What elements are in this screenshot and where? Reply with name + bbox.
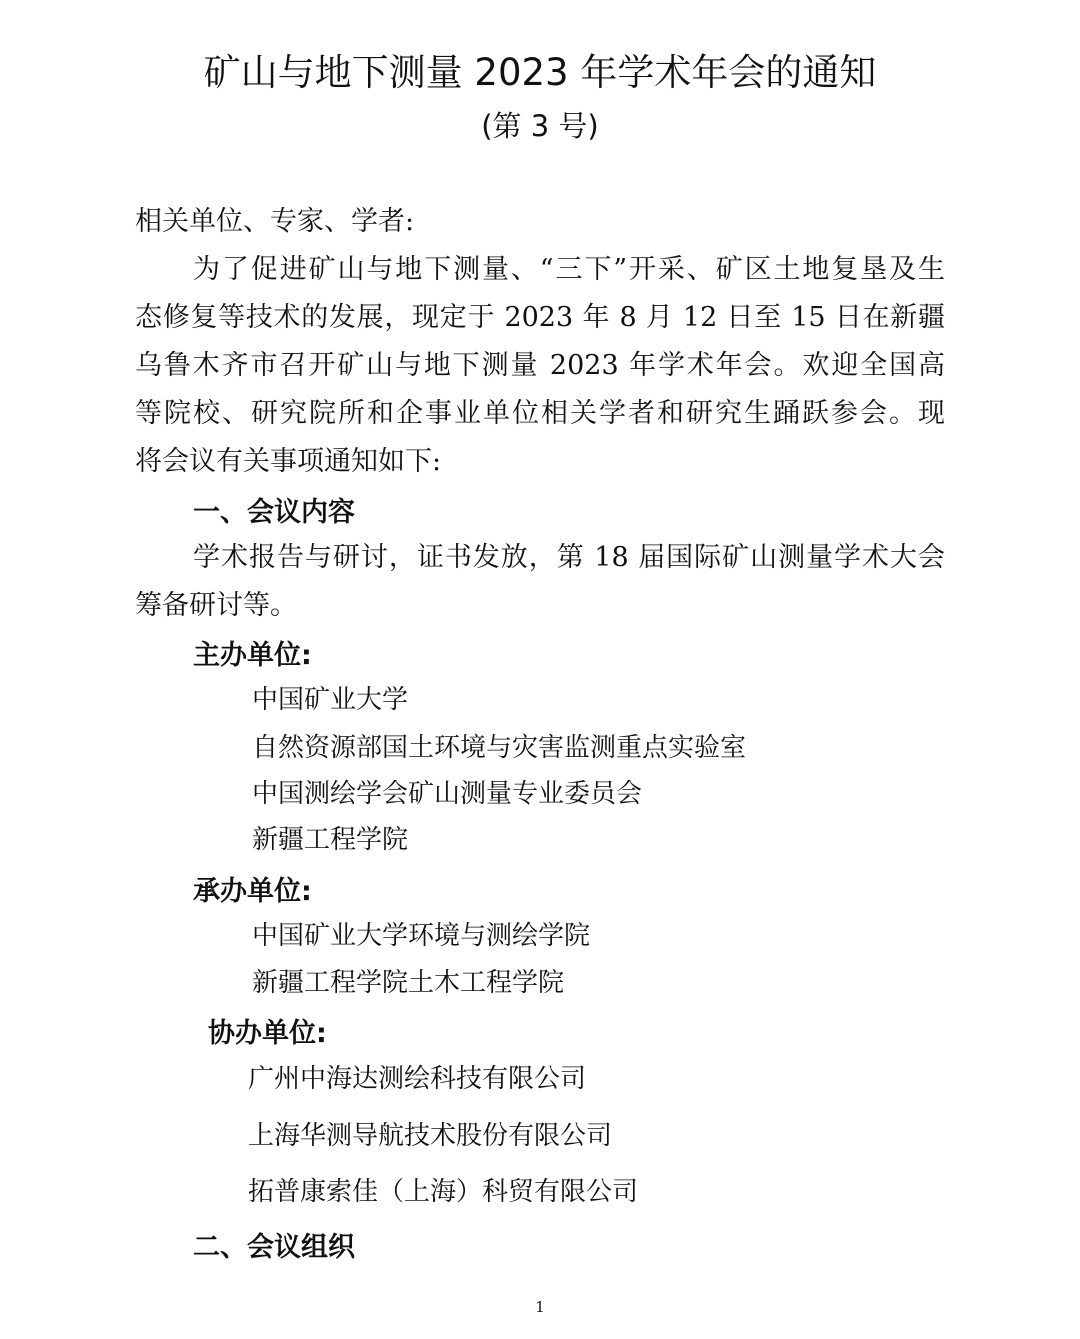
organizers-label: 主办单位:	[193, 640, 312, 671]
host-item: 新疆工程学院土木工程学院	[252, 968, 565, 998]
page-number: 1	[535, 1298, 545, 1316]
organizer-item: 中国测绘学会矿山测量专业委员会	[252, 779, 643, 809]
coorganizers-label: 协办单位:	[208, 1018, 327, 1049]
document-title: 矿山与地下测量 2023 年学术年会的通知	[203, 51, 877, 94]
intro-line-4: 等院校、研究院所和企事业单位相关学者和研究生踊跃参会。现	[135, 398, 945, 429]
document-subtitle: (第 3 号)	[481, 109, 599, 143]
section-1-line-2: 筹备研讨等。	[135, 590, 297, 621]
coorganizer-item: 广州中海达测绘科技有限公司	[248, 1064, 587, 1094]
section-2-heading: 二、会议组织	[193, 1232, 355, 1263]
hosts-label: 承办单位:	[193, 876, 312, 907]
intro-line-5: 将会议有关事项通知如下:	[135, 446, 442, 477]
section-1-line-1: 学术报告与研讨，证书发放，第 18 届国际矿山测量学术大会	[193, 542, 945, 573]
coorganizer-item: 拓普康索佳（上海）科贸有限公司	[248, 1177, 639, 1207]
organizer-item: 自然资源部国土环境与灾害监测重点实验室	[252, 733, 747, 763]
host-item: 中国矿业大学环境与测绘学院	[252, 921, 591, 951]
organizer-item: 中国矿业大学	[252, 685, 409, 715]
salutation: 相关单位、专家、学者:	[135, 206, 415, 237]
coorganizer-item: 上海华测导航技术股份有限公司	[248, 1121, 613, 1151]
intro-line-1: 为了促进矿山与地下测量、“三下”开采、矿区土地复垦及生	[193, 254, 945, 285]
intro-line-3: 乌鲁木齐市召开矿山与地下测量 2023 年学术年会。欢迎全国高	[135, 350, 945, 381]
intro-line-2: 态修复等技术的发展，现定于 2023 年 8 月 12 日至 15 日在新疆	[135, 302, 945, 333]
organizer-item: 新疆工程学院	[252, 825, 409, 855]
section-1-heading: 一、会议内容	[193, 497, 355, 528]
